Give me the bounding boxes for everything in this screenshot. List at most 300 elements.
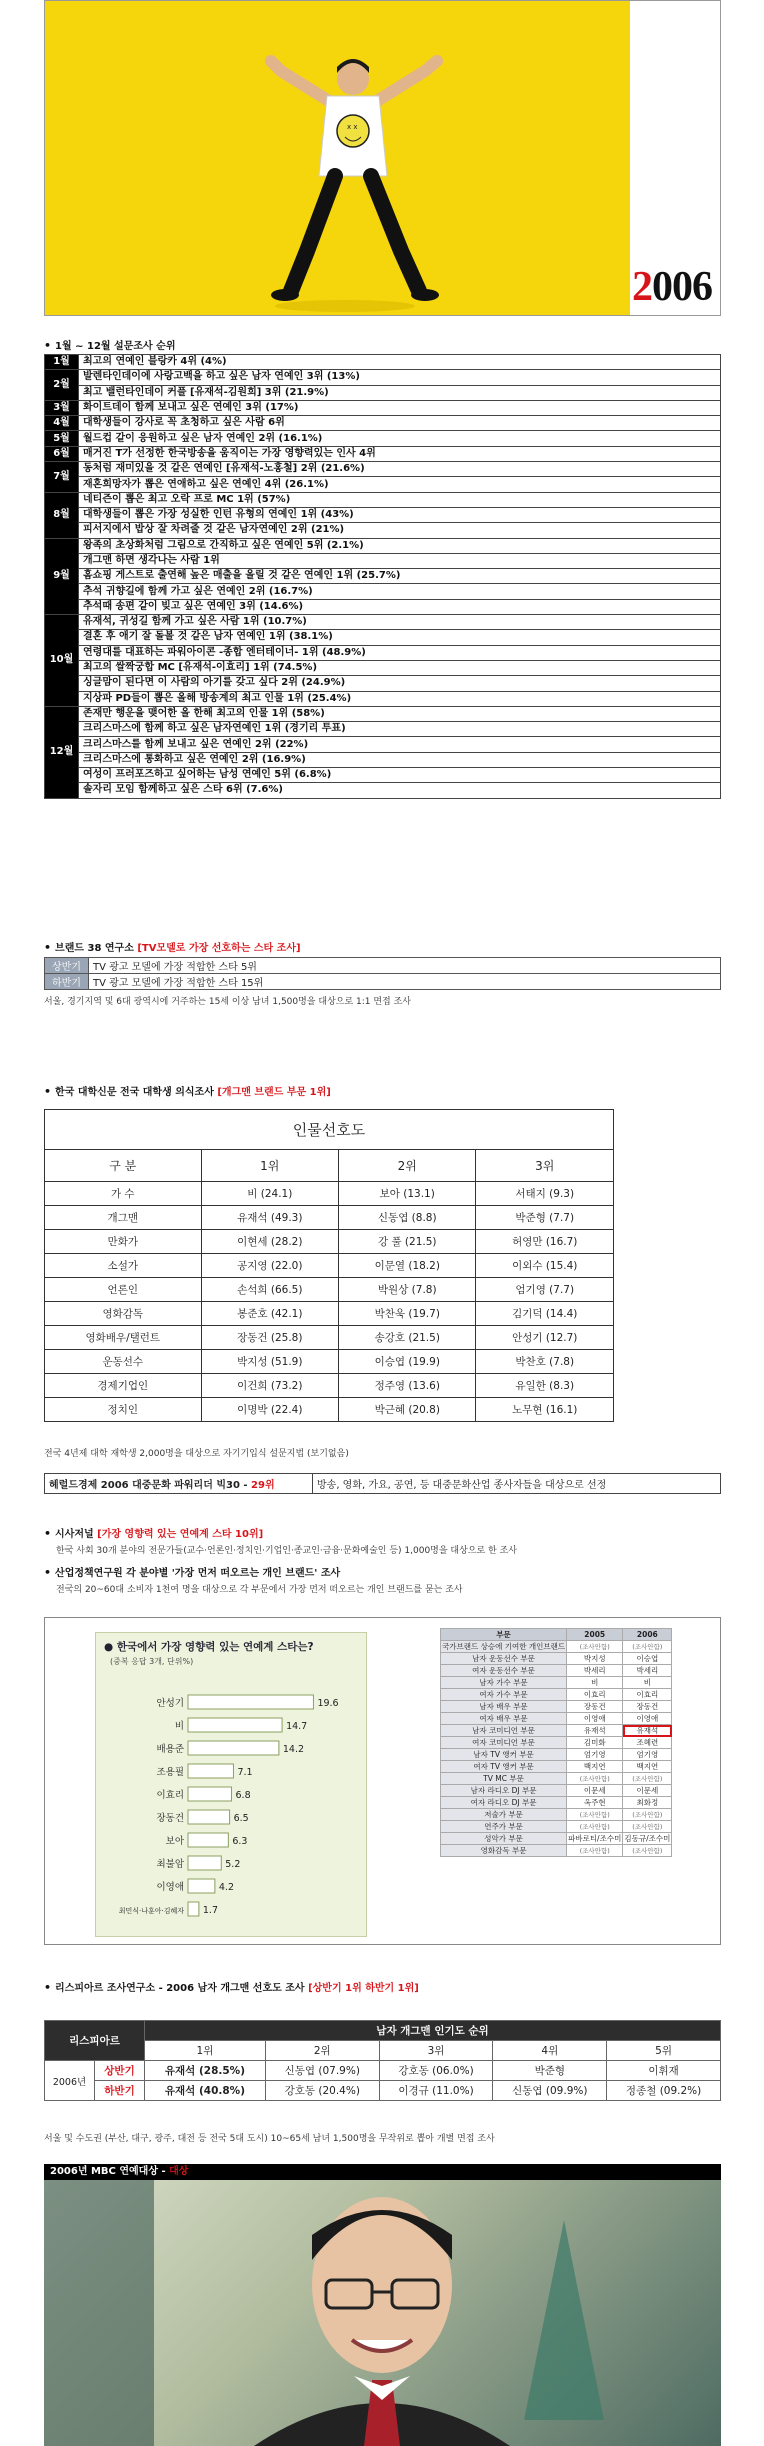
univ-title-a: 한국 대학신문 전국 대학생 의식조사 (55, 1087, 218, 1098)
bar (188, 1810, 230, 1824)
rank-cell: 공지영 (22.0) (201, 1254, 338, 1278)
table-row (45, 1206, 614, 1230)
table-row (441, 1701, 672, 1713)
survey-item: 유재석, 귀성길 함께 가고 싶은 사람 1위 (10.7%) (79, 615, 721, 630)
bar (188, 1856, 221, 1870)
rank-cell: 박지성 (51.9) (201, 1350, 338, 1374)
sisa-title-a: 시사저널 (55, 1529, 98, 1540)
table-row (441, 1725, 672, 1737)
bar (188, 1718, 282, 1732)
bar-category-label: 이영애 (156, 1882, 184, 1893)
table-row (45, 431, 721, 446)
survey-item: 네티즌이 뽑은 최고 오락 프로 MC 1위 (57%) (79, 492, 721, 507)
sanup-title: • 산업정책연구원 각 분야별 '가장 먼저 떠오르는 개인 브랜드' 조사 (44, 1566, 341, 1579)
name-cell: 조혜련 (623, 1737, 672, 1749)
research-title-a: 리스피아르 조사연구소 - 2006 남자 개그맨 선호도 조사 (55, 1983, 309, 1994)
bar-category-label: 배용준 (156, 1744, 184, 1755)
rank-cell: 박원상 (7.8) (339, 1278, 476, 1302)
column-header: 구 분 (45, 1150, 202, 1182)
name-cell: 박지성 (567, 1653, 623, 1665)
month-label: 2월 (45, 370, 79, 401)
rank-cell: 비 (24.1) (201, 1182, 338, 1206)
name-cell: (조사안함) (567, 1641, 623, 1653)
table-row (45, 385, 721, 400)
survey-item: 결혼 후 애기 잘 돌볼 것 같은 남자 연예인 1위 (38.1%) (79, 630, 721, 645)
bar-value-label: 19.6 (317, 1698, 339, 1709)
herald-label-a: 헤럴드경제 2006 대중문화 파워리더 빅30 - (49, 1480, 252, 1491)
rank-cell: 강호동 (06.0%) (379, 2061, 493, 2081)
brand38-title-a: 브랜드 38 연구소 (55, 943, 138, 954)
row-text: TV 광고 모델에 가장 적합한 스타 5위 (89, 958, 721, 974)
survey-item: 여성이 프러포즈하고 싶어하는 남성 연예인 5위 (6.8%) (79, 768, 721, 783)
herald-label (45, 1474, 313, 1494)
table-row (45, 1326, 614, 1350)
name-cell: 이영애 (623, 1713, 672, 1725)
name-cell: 이문세 (567, 1785, 623, 1797)
hero-banner (44, 0, 721, 316)
column-header: 1위 (201, 1150, 338, 1182)
survey-item: 크리스마스에 함께 하고 싶은 남자연예인 1위 (경기리 투표) (79, 722, 721, 737)
survey-item: 최고의 연예인 블랑카 4위 (4%) (79, 355, 721, 370)
rank-header: 4위 (493, 2041, 607, 2061)
name-cell: 비 (623, 1677, 672, 1689)
survey-item: 연령대를 대표하는 파워아이콘 -종합 엔터테이너- 1위 (48.9%) (79, 645, 721, 660)
survey-item: 화이트데이 함께 보내고 싶은 연예인 3위 (17%) (79, 400, 721, 415)
table-row (45, 974, 721, 990)
bar (188, 1741, 279, 1755)
category-cell: 여자 운동선수 부문 (441, 1665, 567, 1677)
name-cell: 엄기영 (623, 1749, 672, 1761)
table-row (45, 553, 721, 568)
popularity-table (44, 1109, 614, 1422)
category-cell: 여자 배우 부문 (441, 1713, 567, 1725)
bar (188, 1764, 233, 1778)
name-cell: 최화정 (623, 1797, 672, 1809)
monthly-survey-table (44, 354, 721, 799)
year-prefix: 2 (632, 264, 652, 310)
name-cell: 유재석 (567, 1725, 623, 1737)
jumping-person-illustration (45, 1, 630, 316)
category-cell: 남자 TV 앵커 부문 (441, 1749, 567, 1761)
column-header: 2006 (623, 1629, 672, 1641)
table-row (441, 1677, 672, 1689)
rank-cell: 이현세 (28.2) (201, 1230, 338, 1254)
bar-value-label: 14.7 (286, 1721, 308, 1732)
category-cell: 남자 라디오 DJ 부문 (441, 1785, 567, 1797)
table-row (441, 1833, 672, 1845)
bar (188, 1833, 228, 1847)
mbc-award-bar (44, 2164, 721, 2180)
survey-item: 발렌타인데이에 사랑고백을 하고 싶은 남자 연예인 3위 (13%) (79, 370, 721, 385)
half-label: 하반기 (45, 974, 89, 990)
rank-header: 5위 (607, 2041, 721, 2061)
table-row (45, 462, 721, 477)
survey-item: 추석 귀향길에 함께 가고 싶은 연예인 2위 (16.7%) (79, 584, 721, 599)
rank-cell: 정주영 (13.6) (339, 1374, 476, 1398)
year-rest: 006 (652, 264, 712, 310)
name-cell: 이효리 (623, 1689, 672, 1701)
name-cell: (조사안함) (567, 1773, 623, 1785)
name-cell: 이문세 (623, 1785, 672, 1797)
brand38-title: • 브랜드 38 연구소 [TV모델로 가장 선호하는 스타 조사] (44, 941, 301, 954)
rank-cell: 박준형 (493, 2061, 607, 2081)
rank-cell: 장동건 (25.8) (201, 1326, 338, 1350)
bar-category-label: 안성기 (156, 1698, 184, 1709)
sanup-sub: 전국의 20~60대 소비자 1천여 명을 대상으로 각 부문에서 가장 먼저 떠오르는 개인 브랜드를 묻는 조사 (56, 1585, 463, 1595)
month-label: 5월 (45, 431, 79, 446)
category-cell: 영화감독 부문 (441, 1845, 567, 1857)
brand-table (440, 1628, 672, 1857)
name-cell: (조사안함) (623, 1821, 672, 1833)
category-cell: 운동선수 (45, 1350, 202, 1374)
month-label: 8월 (45, 492, 79, 538)
category-cell: 남자 배우 부문 (441, 1701, 567, 1713)
name-cell: 박세리 (623, 1665, 672, 1677)
rank-cell: 신동엽 (8.8) (339, 1206, 476, 1230)
rank-cell: 봉준호 (42.1) (201, 1302, 338, 1326)
category-cell: 영화배우/탤런트 (45, 1326, 202, 1350)
category-cell: 정치인 (45, 1398, 202, 1422)
chart-subtitle: (중복 응답 3개, 단위%) (110, 1657, 194, 1666)
name-cell: 엄기영 (567, 1749, 623, 1761)
table-row (45, 1374, 614, 1398)
category-cell: 여자 라디오 DJ 부문 (441, 1797, 567, 1809)
survey-item: 재혼희망자가 뽑은 연애하고 싶은 연예인 4위 (26.1%) (79, 477, 721, 492)
category-cell: 경제기업인 (45, 1374, 202, 1398)
name-cell: 장동건 (567, 1701, 623, 1713)
table-row (45, 660, 721, 675)
rank-cell: 이문열 (18.2) (339, 1254, 476, 1278)
sisa-sub: 한국 사회 30개 분야의 전문가들(교수·언론인·정치인·기업인·종교인·금융·문화예술인 등) 1,000명을 대상으로 한 조사 (56, 1546, 517, 1556)
table-row (45, 630, 721, 645)
award-photo (44, 2180, 721, 2446)
table-row (45, 958, 721, 974)
survey-item: 최고 밸런타인데이 커플 [유재석-김원희] 3위 (21.9%) (79, 385, 721, 400)
research-table (44, 2020, 721, 2101)
name-cell: 장동건 (623, 1701, 672, 1713)
herald-table (44, 1473, 721, 1494)
table-row (45, 645, 721, 660)
influence-chart (95, 1632, 367, 1937)
table-row (45, 355, 721, 370)
half-label: 하반기 (95, 2081, 145, 2101)
survey-item: 왕족의 초상화처럼 그림으로 간직하고 싶은 연예인 5위 (2.1%) (79, 538, 721, 553)
row-text: TV 광고 모델에 가장 적합한 스타 15위 (89, 974, 721, 990)
monthly-title: • 1월 ~ 12월 설문조사 순위 (44, 339, 176, 352)
table-row (441, 1749, 672, 1761)
research-title-b: [상반기 1위 하반기 1위] (308, 1983, 419, 1994)
rank-cell: 신동엽 (09.9%) (493, 2081, 607, 2101)
rank-cell: 손석희 (66.5) (201, 1278, 338, 1302)
brand38-title-b: [TV모델로 가장 선호하는 스타 조사] (137, 943, 301, 954)
column-header: 2위 (339, 1150, 476, 1182)
name-cell: 비 (567, 1677, 623, 1689)
survey-item: 크리스마스에 통화하고 싶은 연예인 2위 (16.9%) (79, 752, 721, 767)
table-row (45, 1230, 614, 1254)
rank-cell: 이경규 (11.0%) (379, 2081, 493, 2101)
survey-item: 싱글맘이 된다면 이 사람의 아기를 갖고 싶다 2위 (24.9%) (79, 676, 721, 691)
category-cell: 언론인 (45, 1278, 202, 1302)
table-row (45, 538, 721, 553)
bar-category-label: 비 (174, 1721, 184, 1732)
rank-cell: 유재석 (40.8%) (145, 2081, 266, 2101)
bar (188, 1787, 232, 1801)
bar-category-label: 최불암 (156, 1859, 184, 1870)
survey-item: 개그맨 하면 생각나는 사람 1위 (79, 553, 721, 568)
table-row (45, 523, 721, 538)
table-row (45, 676, 721, 691)
research-org: 리스피아르 (45, 2021, 145, 2061)
survey-item: 지상파 PD들이 뽑은 올해 방송계의 최고 인물 1위 (25.4%) (79, 691, 721, 706)
survey-item: 크리스마스를 함께 보내고 싶은 연예인 2위 (22%) (79, 737, 721, 752)
bar-category-label: 조용필 (156, 1767, 184, 1778)
table-row (441, 1737, 672, 1749)
category-cell: 만화가 (45, 1230, 202, 1254)
bar-value-label: 14.2 (282, 1744, 305, 1755)
table-row (441, 1821, 672, 1833)
bar (188, 1902, 199, 1916)
name-cell: (조사안함) (623, 1641, 672, 1653)
category-cell: 남자 운동선수 부문 (441, 1653, 567, 1665)
bar-value-label: 4.2 (218, 1882, 234, 1893)
column-header: 부문 (441, 1629, 567, 1641)
rank-header: 3위 (379, 2041, 493, 2061)
name-cell: (조사안함) (567, 1821, 623, 1833)
category-cell: 개그맨 (45, 1206, 202, 1230)
table-row (441, 1773, 672, 1785)
univ-title-b: [개그맨 브랜드 부문 1위] (217, 1087, 331, 1098)
table-row (45, 1350, 614, 1374)
table-row (45, 752, 721, 767)
name-cell: (조사안함) (623, 1773, 672, 1785)
table-row (45, 1302, 614, 1326)
table-row (45, 722, 721, 737)
table-row (45, 416, 721, 431)
survey-item: 존재만 행운을 맺어한 올 한해 최고의 인물 1위 (58%) (79, 706, 721, 721)
bar-value-label: 7.1 (237, 1767, 253, 1778)
table-row (45, 507, 721, 522)
table-row (45, 1278, 614, 1302)
survey-item: 추석때 송편 같이 빚고 싶은 연예인 3위 (14.6%) (79, 599, 721, 614)
chart-title: ● 한국에서 가장 영향력 있는 연예계 스타는? (104, 1641, 314, 1653)
table-row (441, 1797, 672, 1809)
rank-cell: 박찬욱 (19.7) (339, 1302, 476, 1326)
category-cell: 남자 코미디언 부문 (441, 1725, 567, 1737)
category-cell: 가 수 (45, 1182, 202, 1206)
table-row (45, 706, 721, 721)
name-cell: (조사안함) (623, 1845, 672, 1857)
research-title: • 리스피아르 조사연구소 - 2006 남자 개그맨 선호도 조사 [상반기 1위 하반기 1위] (44, 1981, 419, 1994)
bar-category-label: 이효리 (156, 1790, 184, 1801)
name-cell: (조사안함) (623, 1809, 672, 1821)
research-caption: 남자 개그맨 인기도 순위 (145, 2021, 721, 2041)
svg-text:x x: x x (347, 123, 358, 131)
month-label: 1월 (45, 355, 79, 370)
table-row (45, 737, 721, 752)
category-cell: 영화감독 (45, 1302, 202, 1326)
sanup-title-text: 산업정책연구원 각 분야별 '가장 먼저 떠오르는 개인 브랜드' 조사 (55, 1568, 341, 1579)
name-cell: (조사안함) (567, 1809, 623, 1821)
rank-header: 2위 (265, 2041, 379, 2061)
bar-value-label: 6.5 (233, 1813, 249, 1824)
table-row (441, 1653, 672, 1665)
rank-cell: 유재석 (49.3) (201, 1206, 338, 1230)
sisa-title-b: [가장 영향력 있는 연예계 스타 10위] (97, 1529, 264, 1540)
rank-cell: 정종철 (09.2%) (607, 2081, 721, 2101)
month-label: 12월 (45, 706, 79, 798)
name-cell: 옥주현 (567, 1797, 623, 1809)
month-label: 10월 (45, 615, 79, 707)
rank-cell: 이명박 (22.4) (201, 1398, 338, 1422)
rank-cell: 허영만 (16.7) (476, 1230, 614, 1254)
name-cell: 파바로티/조수미 (568, 1834, 622, 1843)
table-row (45, 477, 721, 492)
column-header: 2005 (567, 1629, 623, 1641)
category-cell: 여자 가수 부문 (441, 1689, 567, 1701)
rank-cell: 유재석 (28.5%) (145, 2061, 266, 2081)
table-header-row (441, 1629, 672, 1641)
rank-cell: 서태지 (9.3) (476, 1182, 614, 1206)
category-cell: 소설가 (45, 1254, 202, 1278)
category-cell: 여자 코미디언 부문 (441, 1737, 567, 1749)
table-header-row (45, 1150, 614, 1182)
category-cell: 연주가 부문 (441, 1821, 567, 1833)
univ-title: • 한국 대학신문 전국 대학생 의식조사 [개그맨 브랜드 부문 1위] (44, 1085, 331, 1098)
table-row (45, 569, 721, 584)
table-row (45, 615, 721, 630)
table-row (441, 1713, 672, 1725)
table-row (45, 1254, 614, 1278)
table-row (45, 768, 721, 783)
survey-item: 홈쇼핑 게스트로 출연해 높은 매출을 올릴 것 같은 연예인 1위 (25.7%) (79, 569, 721, 584)
table-row (45, 691, 721, 706)
table-row (45, 400, 721, 415)
month-label: 4월 (45, 416, 79, 431)
rank-cell: 강 풀 (21.5) (339, 1230, 476, 1254)
name-cell: 이영애 (567, 1713, 623, 1725)
rank-cell: 이외수 (15.4) (476, 1254, 614, 1278)
chart-title-text: 한국에서 가장 영향력 있는 연예계 스타는? (116, 1641, 314, 1653)
table-row (441, 1761, 672, 1773)
research-year: 2006년 (45, 2061, 95, 2101)
category-cell: 성악가 부문 (441, 1833, 567, 1845)
year-title (632, 263, 712, 311)
rank-cell: 안성기 (12.7) (476, 1326, 614, 1350)
table-row (441, 1809, 672, 1821)
rank-header: 1위 (145, 2041, 266, 2061)
category-cell: 저술가 부문 (441, 1809, 567, 1821)
name-cell: 백지연 (623, 1761, 672, 1773)
mbc-label-a: 2006년 MBC 연예대상 - (50, 2166, 170, 2177)
name-cell: 이효리 (567, 1689, 623, 1701)
bar-category-label: 보아 (165, 1836, 184, 1847)
monthly-title-text: 1월 ~ 12월 설문조사 순위 (55, 341, 176, 352)
table-row (45, 599, 721, 614)
table-row (45, 783, 721, 798)
name-cell: 유재석 (623, 1725, 672, 1737)
herald-rank: 29위 (251, 1480, 275, 1491)
sisa-title: • 시사저널 [가장 영향력 있는 연예계 스타 10위] (44, 1527, 264, 1540)
table-row (45, 446, 721, 461)
survey-item: 피서지에서 밥상 잘 차려줄 것 같은 남자연예인 2위 (21%) (79, 523, 721, 538)
survey-item: 최고의 쌀짝궁합 MC [유재석-이효리] 1위 (74.5%) (79, 660, 721, 675)
category-cell: 여자 TV 앵커 부문 (441, 1761, 567, 1773)
name-cell: 이승엽 (623, 1653, 672, 1665)
table-row (45, 370, 721, 385)
survey-item: 동처럼 재미있을 것 같은 연예인 [유재석-노홍철] 2위 (21.6%) (79, 462, 721, 477)
rank-cell: 이휘재 (607, 2061, 721, 2081)
half-label: 상반기 (45, 958, 89, 974)
table-row (441, 1641, 672, 1653)
bar-value-label: 6.8 (235, 1790, 251, 1801)
rank-cell: 노무현 (16.1) (476, 1398, 614, 1422)
table-row (45, 2061, 721, 2081)
name-cell: 백지연 (567, 1761, 623, 1773)
rank-cell: 송강호 (21.5) (339, 1326, 476, 1350)
table-row (441, 1689, 672, 1701)
rank-cell: 박찬호 (7.8) (476, 1350, 614, 1374)
rank-cell: 강호동 (20.4%) (265, 2081, 379, 2101)
mbc-label-b: 대상 (169, 2166, 189, 2177)
name-cell: 김미화 (567, 1737, 623, 1749)
rank-cell: 이건희 (73.2) (201, 1374, 338, 1398)
survey-item: 대학생들이 뽑은 가장 성실한 인턴 유형의 연예인 1위 (43%) (79, 507, 721, 522)
category-cell: TV MC 부문 (441, 1773, 567, 1785)
bar (188, 1879, 215, 1893)
rank-cell: 유일한 (8.3) (476, 1374, 614, 1398)
survey-item: 매거진 T가 선정한 한국방송을 움직이는 가장 영향력있는 인사 4위 (79, 446, 721, 461)
bar (188, 1695, 313, 1709)
rank-cell: 신동엽 (07.9%) (265, 2061, 379, 2081)
herald-desc: 방송, 영화, 가요, 공연, 등 대중문화산업 종사자들을 대상으로 선정 (313, 1474, 721, 1494)
column-header: 3위 (476, 1150, 614, 1182)
name-cell: (조사안함) (567, 1845, 623, 1857)
research-note: 서울 및 수도권 (부산, 대구, 광주, 대전 등 전국 5대 도시) 10~65세 남녀 1,500명을 무작위로 뽑아 개별 면접 조사 (44, 2134, 495, 2144)
month-label: 9월 (45, 538, 79, 614)
rank-header-row (45, 2041, 721, 2061)
category-cell: 국가브랜드 상승에 기여한 개인브랜드 (442, 1642, 566, 1651)
rank-cell: 이승엽 (19.9) (339, 1350, 476, 1374)
table-row (45, 584, 721, 599)
brand38-table (44, 957, 721, 990)
bar-category-label: 최민식·나훈아·김혜자 (118, 1907, 184, 1915)
name-cell: 김동규/조수미 (624, 1834, 671, 1843)
popularity-caption: 인물선호도 (45, 1110, 614, 1150)
table-row (45, 2081, 721, 2101)
brand38-note: 서울, 경기지역 및 6대 광역시에 거주하는 15세 이상 남녀 1,500명을 대상으로 1:1 면접 조사 (44, 997, 411, 1007)
month-label: 6월 (45, 446, 79, 461)
bar-category-label: 장동건 (156, 1813, 184, 1824)
rank-cell: 박준형 (7.7) (476, 1206, 614, 1230)
bar-chart-svg (96, 1633, 368, 1938)
bar-value-label: 1.7 (202, 1905, 218, 1916)
smiling-man-photo (44, 2180, 721, 2446)
bar-value-label: 5.2 (225, 1859, 241, 1870)
table-row (45, 492, 721, 507)
table-row (441, 1665, 672, 1677)
rank-cell: 보아 (13.1) (339, 1182, 476, 1206)
rank-cell: 엄기영 (7.7) (476, 1278, 614, 1302)
rank-cell: 박근혜 (20.8) (339, 1398, 476, 1422)
survey-item: 월드컵 같이 응원하고 싶은 남자 연예인 2위 (16.1%) (79, 431, 721, 446)
table-row (441, 1785, 672, 1797)
half-label: 상반기 (95, 2061, 145, 2081)
rank-cell: 김기덕 (14.4) (476, 1302, 614, 1326)
name-cell: 박세리 (567, 1665, 623, 1677)
month-label: 7월 (45, 462, 79, 493)
bar-value-label: 6.3 (232, 1836, 248, 1847)
survey-item: 대학생들이 강사로 꼭 초청하고 싶은 사람 6위 (79, 416, 721, 431)
